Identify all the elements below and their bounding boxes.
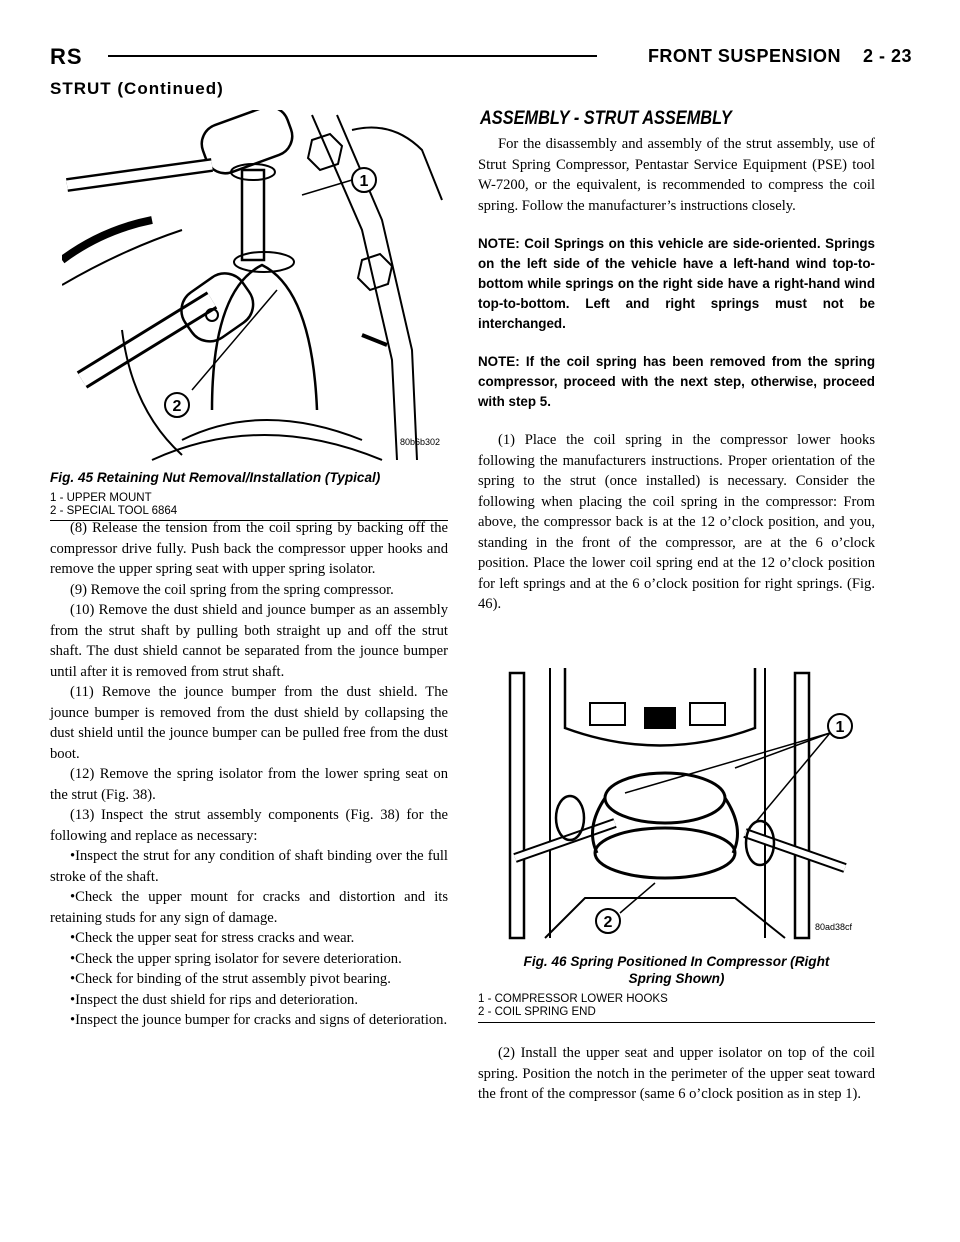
figure-45-caption: Fig. 45 Retaining Nut Removal/Installation (Typical) bbox=[50, 470, 381, 485]
page-header bbox=[50, 44, 912, 68]
figure-46-divider bbox=[478, 1022, 875, 1023]
assembly-heading: ASSEMBLY - STRUT ASSEMBLY bbox=[480, 108, 732, 129]
bullet-item: •Check the upper mount for cracks and distortion and its retaining studs for any sign of damage. bbox=[50, 889, 448, 926]
figure-46-illustration bbox=[505, 668, 860, 943]
paragraph: (2) Install the upper seat and upper isolator on top of the coil spring. Position the notch in the perimeter of the upper seat toward the front of the compressor (same 6 o’clock position as in step 1). bbox=[478, 1045, 875, 1102]
figure-45-legend bbox=[50, 492, 177, 518]
continued-heading: STRUT (Continued) bbox=[50, 79, 224, 98]
left-column-text bbox=[50, 518, 448, 1031]
figure-46-caption-line: Fig. 46 Spring Positioned In Compressor (Right bbox=[523, 954, 830, 969]
header-section-page: FRONT SUSPENSION 2 - 23 bbox=[647, 46, 912, 66]
paragraph: (13) Inspect the strut assembly components (Fig. 38) for the following and replace as necessary: bbox=[50, 807, 448, 844]
right-column-text bbox=[478, 134, 875, 615]
header-rule bbox=[108, 55, 597, 57]
figure-46-caption-line: Spring Shown) bbox=[628, 971, 725, 986]
paragraph: (11) Remove the jounce bumper from the dust shield. The jounce bumper is removed from the dust shield by collapsing the dust shield until the jounce bumper can be pulled free from the dust boot. bbox=[50, 684, 448, 762]
figure-46-callout-2 bbox=[596, 909, 620, 933]
paragraph: (10) Remove the dust shield and jounce bumper as an assembly from the strut shaft by pulling both straight up and off the strut shaft. The dust shield cannot be separated from the jounce bumper until after it is removed from strut shaft. bbox=[50, 602, 448, 680]
bullet-item: •Inspect the strut for any condition of shaft binding over the full stroke of the shaft. bbox=[50, 848, 448, 885]
figure-45-callout-2 bbox=[165, 393, 189, 417]
figure-45-code: 80b6b302 bbox=[400, 437, 441, 447]
svg-text:2: 2 bbox=[603, 914, 613, 931]
paragraph: (9) Remove the coil spring from the spring compressor. bbox=[70, 581, 394, 598]
bullet-item: •Inspect the dust shield for rips and deterioration. bbox=[70, 991, 358, 1008]
figure-46-legend-item: 2 - COIL SPRING END bbox=[478, 1006, 596, 1018]
figure-46-legend-item: 1 - COMPRESSOR LOWER HOOKS bbox=[478, 993, 668, 1005]
bullet-item: •Check for binding of the strut assembly pivot bearing. bbox=[70, 971, 391, 987]
svg-text:2: 2 bbox=[172, 398, 182, 415]
figure-46-legend bbox=[478, 993, 668, 1019]
paragraph: (12) Remove the spring isolator from the lower spring seat on the strut (Fig. 38). bbox=[50, 766, 448, 803]
right-column-text-continued bbox=[478, 1043, 875, 1105]
figure-45-legend-item: 1 - UPPER MOUNT bbox=[50, 492, 152, 504]
figure-46-code: 80ad38cf bbox=[815, 922, 853, 932]
figure-45-callout-1 bbox=[352, 168, 376, 192]
bullet-item: •Check the upper spring isolator for severe deterioration. bbox=[70, 950, 402, 967]
paragraph: (1) Place the coil spring in the compressor lower hooks following the manufacturers instructions. Proper orientation of the spring to the strut (once installed) is necessary. Consider the following when placing the coil spring in the compressor: From above, the compressor back is at the 12 o’clock position, and you, standing in the front of the compressor, are at the 6 o’clock position. Place the lower coil spring end at the 12 o’clock position for left springs and at the 6 o’clock position for right springs. (Fig. 46). bbox=[478, 432, 875, 612]
bullet-item: •Check the upper seat for stress cracks and wear. bbox=[70, 930, 355, 946]
bullet-item: •Inspect the jounce bumper for cracks and signs of deterioration. bbox=[70, 1012, 448, 1028]
header-model-code: RS bbox=[50, 44, 83, 69]
figure-45-illustration bbox=[62, 110, 447, 465]
svg-text:1: 1 bbox=[359, 173, 369, 190]
paragraph: (8) Release the tension from the coil spring by backing off the compressor drive fully. Push back the compressor upper hooks and remove the upper spring seat with upper spring isolator. bbox=[50, 520, 448, 577]
svg-text:1: 1 bbox=[835, 719, 845, 736]
figure-46-image bbox=[505, 668, 860, 943]
note-paragraph: NOTE: If the coil spring has been removed from the spring compressor, proceed with the next step, otherwise, proceed with step 5. bbox=[478, 354, 875, 409]
figure-45-image bbox=[62, 110, 447, 465]
paragraph: For the disassembly and assembly of the strut assembly, use of Strut Spring Compressor, Pentastar Service Equipment (PSE) tool W-7200, or the equivalent, is recommended to compress the coil spring. Follow the manufacturer’s instructions closely. bbox=[478, 136, 875, 214]
note-paragraph: NOTE: Coil Springs on this vehicle are side-oriented. Springs on the left side of the vehicle have a left-hand wind top-to-bottom while springs on the right side have a right-hand wind top-to-bottom. Left and right springs must not be interchanged. bbox=[478, 236, 875, 331]
figure-46-callout-1 bbox=[828, 714, 852, 738]
figure-45-legend-item: 2 - SPECIAL TOOL 6864 bbox=[50, 505, 178, 517]
figure-46-caption bbox=[478, 953, 875, 987]
